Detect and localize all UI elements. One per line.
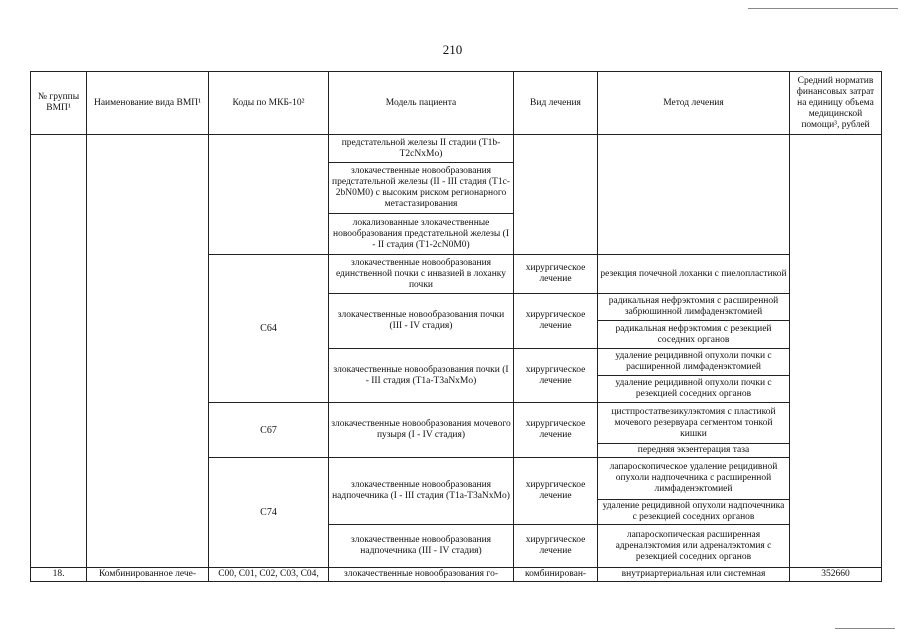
- treatment-method-cell: удаление рецидивной опухоли почки с расширенной лимфаденэктомией: [615, 351, 772, 372]
- treatment-type-cell: хирургическое лечение: [525, 535, 586, 556]
- col-border: [30, 71, 31, 581]
- patient-model-cell: предстательной железы II стадии (T1b-T2cNxMo): [341, 137, 501, 159]
- scan-artifact: [835, 628, 895, 629]
- patient-model-cell: злокачественные новообразования почки (I - III стадия (T1a-T3aNxMo): [333, 364, 509, 386]
- treatment-method-cell: радикальная нефрэктомия с резекцией соседних органов: [615, 323, 772, 345]
- treatment-type-cell: хирургическое лечение: [525, 419, 586, 440]
- mkb-code-cell: C74: [260, 507, 277, 518]
- treatment-method-cell: цистпростатвезикулэктомия с пластикой мочевого резервуара сегментом тонкой кишки: [611, 406, 776, 439]
- header-mkb-codes: Коды по МКБ-10²: [232, 97, 305, 108]
- col-border: [881, 71, 882, 581]
- treatment-type-cell: хирургическое лечение: [525, 480, 586, 501]
- treatment-method-cell: удаление рецидивной опухоли надпочечника с резекцией соседних органов: [602, 501, 785, 522]
- patient-model-cell: злокачественные новообразования мочевого пузыря (I - IV стадия): [331, 419, 511, 440]
- treatment-method-cell: внутриартериальная или системная: [621, 569, 766, 579]
- header-treatment-type: Вид лечения: [530, 97, 581, 108]
- treatment-method-cell: удаление рецидивной опухоли почки с резекцией соседних органов: [615, 378, 772, 399]
- col-border: [86, 71, 87, 581]
- header-vmp-name: Наименование вида ВМП¹: [93, 97, 202, 108]
- patient-model-cell: злокачественные новообразования надпочечника (I - III стадия (T1a-T3aNxMo): [332, 480, 510, 501]
- patient-model-cell: злокачественные новообразования предстательной железы (II - III стадия (T1c-2bN0M0) с высоким риском регионарного метастазирования: [332, 166, 510, 209]
- col-border: [789, 71, 790, 581]
- treatment-type-cell: хирургическое лечение: [525, 364, 586, 386]
- treatment-method-cell: радикальная нефрэктомия с расширенной забрюшинной лимфаденэктомией: [608, 296, 779, 317]
- patient-model-cell: злокачественные новообразования единственной почки с инвазией в лоханку почки: [335, 257, 507, 290]
- cost-norm-cell: 352660: [821, 569, 850, 579]
- mkb-code-cell: C00, C01, C02, C03, C04,: [218, 569, 319, 579]
- treatment-type-cell: хирургическое лечение: [525, 310, 586, 331]
- treatment-method-cell: лапароскопическая расширенная адреналэктомия или адреналэктомия с резекцией соседних органов: [615, 529, 772, 562]
- header-group-no: № группы ВМП¹: [37, 92, 80, 113]
- page-number: 210: [442, 42, 463, 57]
- mkb-code-cell: C67: [260, 424, 277, 436]
- treatment-method-cell: лапароскопическое удаление рецидивной опухоли надпочечника с расширенной лимфаденэктомией: [609, 462, 778, 494]
- patient-model-cell: злокачественные новообразования почки (III - IV стадия): [337, 310, 505, 331]
- header-treatment-method: Метод лечения: [663, 97, 724, 108]
- patient-model-cell: злокачественные новообразования го-: [343, 569, 498, 579]
- row18-bottom-border: [30, 581, 882, 582]
- treatment-method-cell: резекция почечной лоханки с пиелопластикой: [600, 268, 787, 279]
- treatment-method-cell: передняя экзентерация таза: [637, 445, 750, 455]
- patient-model-cell: злокачественные новообразования надпочечника (III - IV стадия): [350, 535, 492, 556]
- header-cost-norm: Средний норматив финансовых затрат на единицу объема медицинской помощи³, рублей: [796, 75, 875, 130]
- header-patient-model: Модель пациента: [385, 97, 457, 108]
- mkb-code-cell: C64: [260, 323, 277, 334]
- patient-model-cell: локализованные злокачественные новообразования предстательной железы (I - II стадия (T1-2cN0M0): [332, 217, 509, 250]
- vmp-name-cell: Комбинированное лече-: [98, 569, 197, 579]
- treatment-type-cell: хирургическое лечение: [525, 263, 586, 284]
- group-no-cell: 18.: [52, 569, 65, 579]
- treatment-type-cell: комбинирован-: [524, 569, 587, 579]
- scan-artifact: [748, 8, 898, 9]
